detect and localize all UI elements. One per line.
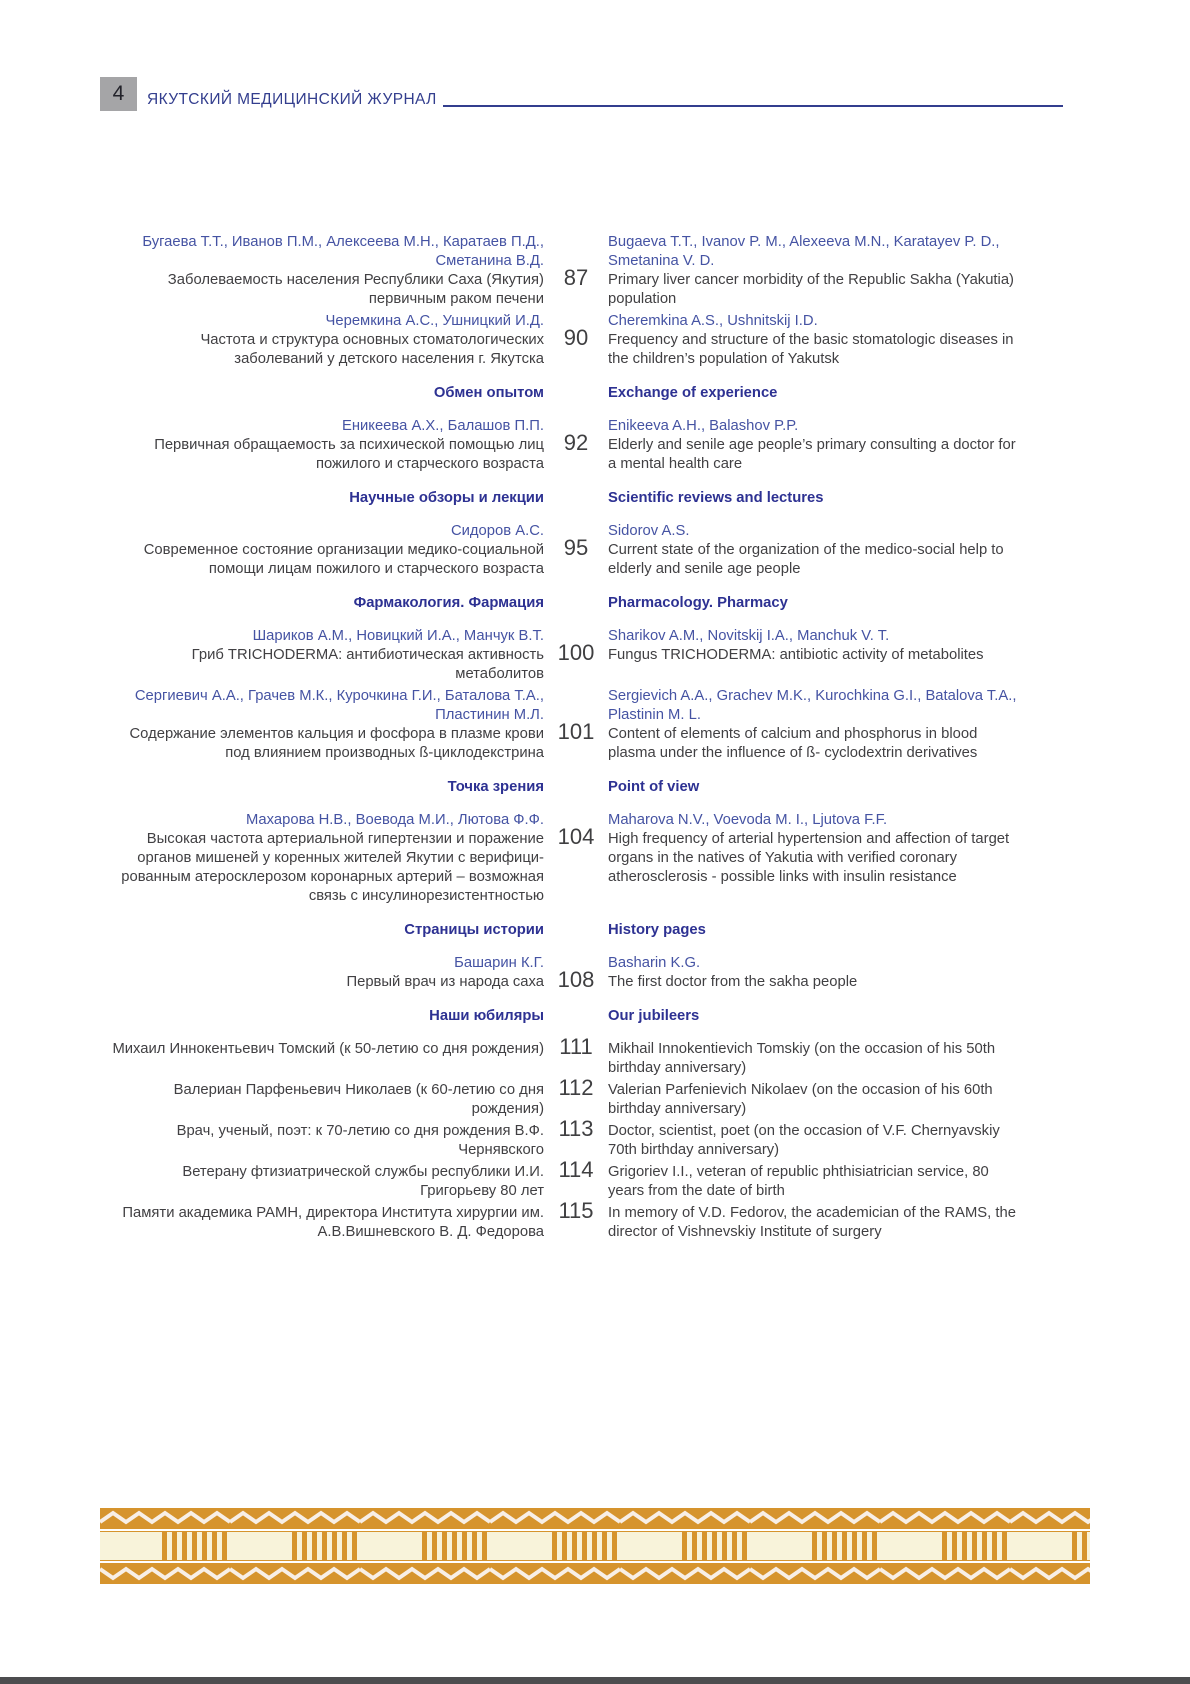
entry-authors-ru: Сергиевич А.А., Грачев М.К., Курочкина Г.И., Баталова Т.А., Пластинин М.Л. (134, 688, 544, 723)
entry-page-number: 108 (557, 967, 595, 992)
entry-title-en: Mikhail Innokentievich Tomskiy (on the occasion of his 50th birthday anniversary) (608, 1041, 996, 1076)
entry-title-ru: Современное состояние организации медико-социальной помощи лицам пожилого и старческого возраста (143, 542, 544, 577)
entry-page-number: 115 (558, 1198, 594, 1223)
entry-english-cell (544, 522, 1022, 579)
entry-title-ru: Ветерану фтизиатрической службы республики И.И. Григорьеву 80 лет (182, 1164, 544, 1199)
entry-english-cell (544, 312, 1022, 369)
entry-title-en: Primary liver cancer morbidity of the Republic Sakha (Yakutia) population (608, 272, 1014, 307)
entry-authors-ru: Черемкина А.С., Ушницкий И.Д. (325, 313, 544, 329)
entry-authors-en: Basharin K.G. (608, 955, 701, 971)
entry-russian-cell (112, 1122, 544, 1160)
entry-title-en: In memory of V.D. Fedorov, the academician of the RAMS, the director of Vishnevskiy Institute of surgery (608, 1205, 1016, 1240)
journal-title: ЯКУТСКИЙ МЕДИЦИНСКИЙ ЖУРНАЛ (147, 91, 437, 108)
entry-title-en: High frequency of arterial hypertension and affection of target organs in the natives of Yakutia with verified coronary atherosclerosis - possible links with insulin resistance (608, 831, 1010, 885)
section-header-en: Scientific reviews and lectures (608, 490, 824, 506)
toc-entry-row (112, 811, 1022, 906)
entry-russian-cell (112, 417, 544, 474)
table-of-contents (112, 233, 1022, 1245)
entry-english-cell (544, 811, 1022, 906)
entry-title-ru: Гриб TRICHODERMA: антибиотическая активность метаболитов (191, 647, 544, 682)
header-rule-divider (443, 105, 1063, 107)
entry-authors-en: Sergievich A.A., Grachev M.K., Kurochkina G.I., Batalova T.A., Plastinin M. L. (608, 688, 1017, 723)
entry-authors-ru: Шариков А.М., Новицкий И.А., Манчук В.Т. (252, 628, 544, 644)
entry-english-cell (544, 417, 1022, 474)
entry-title-ru: Высокая частота артериальной гипертензии и поражение органов мишеней у коренных жителей Якутии с верифици-рованным атеросклерозом коронарных артерий – возможная связь с инсулинорезистентностью (121, 831, 544, 904)
toc-entry-row (112, 1157, 1022, 1201)
entry-title-ru: Первый врач из народа саха (346, 974, 544, 990)
entry-title-ru: Частота и структура основных стоматологических заболеваний у детского населения г. Якутска (200, 332, 544, 367)
section-header-ru: Страницы истории (404, 922, 544, 938)
entry-title-en: Content of elements of calcium and phosphorus in blood plasma under the influence of ß- cyclodextrin derivatives (608, 726, 978, 761)
entry-russian-cell (112, 312, 544, 369)
toc-entry-row (112, 687, 1022, 763)
toc-section-header-row (112, 1007, 1022, 1026)
section-header-ru: Фармакология. Фармация (353, 595, 544, 611)
entry-title-ru: Памяти академика РАМН, директора Института хирургии им. А.В.Вишневского В. Д. Федорова (122, 1205, 544, 1240)
entry-page-number: 114 (558, 1157, 594, 1182)
entry-russian-cell (112, 811, 544, 906)
entry-russian-cell (112, 522, 544, 579)
section-header-en: History pages (608, 922, 706, 938)
toc-entry-row (112, 522, 1022, 579)
toc-section-header-row (112, 778, 1022, 797)
toc-entry-row (112, 954, 1022, 992)
entry-english-cell (544, 627, 1022, 684)
entry-page-number: 101 (557, 719, 595, 744)
entry-title-ru: Михаил Иннокентьевич Томский (к 50-летию со дня рождения) (112, 1041, 544, 1057)
toc-entry-row (112, 1075, 1022, 1119)
entry-page-number: 104 (557, 824, 595, 849)
entry-authors-en: Sidorov A.S. (608, 523, 690, 539)
entry-title-ru: Врач, ученый, поэт: к 70-летию со дня рождения В.Ф. Чернявского (176, 1123, 544, 1158)
entry-authors-ru: Еникеева А.Х., Балашов П.П. (342, 418, 544, 434)
section-header-en: Point of view (608, 779, 700, 795)
ornament-border (100, 1508, 1090, 1584)
entry-english-cell (544, 954, 1022, 992)
section-header-ru: Научные обзоры и лекции (349, 490, 544, 506)
entry-title-en: Grigoriev I.I., veteran of republic phthisiatrician service, 80 years from the date of birth (608, 1164, 989, 1199)
section-header-ru: Наши юбиляры (429, 1008, 544, 1024)
entry-authors-ru: Махарова Н.В., Воевода М.И., Лютова Ф.Ф. (245, 812, 544, 828)
entry-english-cell (544, 233, 1022, 309)
entry-title-en: Current state of the organization of the medico-social help to elderly and senile age people (608, 542, 1004, 577)
entry-russian-cell (112, 687, 544, 763)
entry-authors-en: Sharikov A.M., Novitskij I.A., Manchuk V. T. (608, 628, 890, 644)
entry-page-number: 87 (563, 265, 589, 290)
section-header-ru: Обмен опытом (433, 385, 544, 401)
entry-title-en: Fungus TRICHODERMA: antibiotic activity of metabolites (608, 647, 984, 663)
entry-title-ru: Содержание элементов кальция и фосфора в плазме крови под влиянием производных ß-циклодекстрина (129, 726, 544, 761)
scan-bottom-edge (0, 1677, 1190, 1684)
page-header (100, 77, 1063, 111)
toc-entry-row (112, 233, 1022, 309)
entry-title-en: Frequency and structure of the basic stomatologic diseases in the children’s population of Yakutsk (608, 332, 1014, 367)
entry-title-en: Valerian Parfenievich Nikolaev (on the occasion of his 60th birthday anniversary) (608, 1082, 993, 1117)
section-header-en: Exchange of experience (608, 385, 778, 401)
entry-authors-ru: Башарин К.Г. (454, 955, 544, 971)
entry-russian-cell (112, 1040, 544, 1078)
entry-authors-en: Enikeeva A.H., Balashov P.P. (608, 418, 799, 434)
entry-authors-ru: Сидоров А.С. (450, 523, 544, 539)
page-number-badge: 4 (100, 77, 137, 111)
entry-english-cell (544, 687, 1022, 763)
entry-authors-en: Maharova N.V., Voevoda M. I., Ljutova F.F. (608, 812, 888, 828)
entry-russian-cell (112, 954, 544, 992)
entry-authors-ru: Бугаева Т.Т., Иванов П.М., Алексеева М.Н., Каратаев П.Д., Сметанина В.Д. (142, 234, 544, 269)
toc-entry-row (112, 1198, 1022, 1242)
toc-section-header-row (112, 921, 1022, 940)
toc-entry-row (112, 1116, 1022, 1160)
entry-page-number: 90 (563, 325, 589, 350)
section-header-en: Pharmacology. Pharmacy (608, 595, 788, 611)
section-header-ru: Точка зрения (447, 779, 544, 795)
entry-title-ru: Первичная обращаемость за психической помощью лиц пожилого и старческого возраста (154, 437, 544, 472)
entry-english-cell (544, 1075, 1022, 1119)
section-header-en: Our jubileers (608, 1008, 700, 1024)
toc-entry-row (112, 312, 1022, 369)
entry-russian-cell (112, 1163, 544, 1201)
toc-rows (112, 233, 1022, 1242)
entry-title-en: Elderly and senile age people’s primary consulting a doctor for a mental health care (608, 437, 1016, 472)
entry-authors-en: Cheremkina A.S., Ushnitskij I.D. (608, 313, 818, 329)
entry-authors-en: Bugaeva T.T., Ivanov P. M., Alexeeva M.N., Karatayev P. D., Smetanina V. D. (608, 234, 1000, 269)
entry-english-cell (544, 1116, 1022, 1160)
entry-page-number: 112 (558, 1075, 594, 1100)
entry-title-en: The first doctor from the sakha people (608, 974, 858, 990)
entry-russian-cell (112, 1204, 544, 1242)
entry-page-number: 113 (558, 1116, 594, 1141)
toc-section-header-row (112, 384, 1022, 403)
entry-title-ru: Заболеваемость населения Республики Саха (Якутия) первичным раком печени (167, 272, 544, 307)
toc-section-header-row (112, 489, 1022, 508)
entry-page-number: 92 (563, 430, 589, 455)
entry-english-cell (544, 1034, 1022, 1078)
entry-title-ru: Валериан Парфеньевич Николаев (к 60-летию со дня рождения) (173, 1082, 544, 1117)
entry-english-cell (544, 1157, 1022, 1201)
entry-page-number: 95 (563, 535, 589, 560)
entry-russian-cell (112, 1081, 544, 1119)
toc-entry-row (112, 1034, 1022, 1078)
entry-page-number: 111 (559, 1034, 593, 1059)
entry-russian-cell (112, 627, 544, 684)
entry-page-number: 100 (557, 640, 595, 665)
entry-title-en: Doctor, scientist, poet (on the occasion of V.F. Chernyavskiy 70th birthday anniversary) (608, 1123, 1000, 1158)
entry-russian-cell (112, 233, 544, 309)
entry-english-cell (544, 1198, 1022, 1242)
toc-entry-row (112, 417, 1022, 474)
toc-entry-row (112, 627, 1022, 684)
toc-section-header-row (112, 594, 1022, 613)
